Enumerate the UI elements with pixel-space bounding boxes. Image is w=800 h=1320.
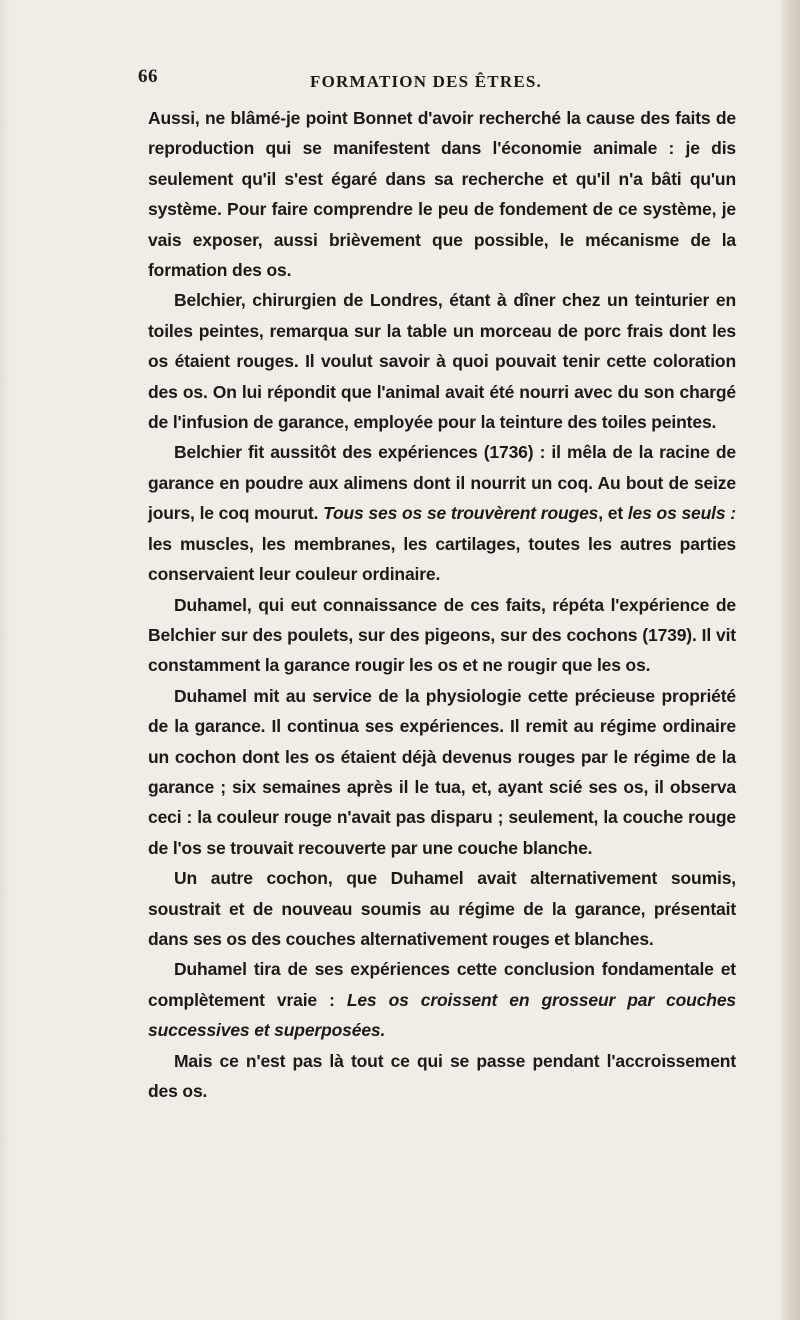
paragraph-3-text-a: Belchier fit aussitôt des expériences (1736) : il mêla de la racine de garance en poudre aux alimens dont il nourrit un coq. Au bout de seize jours, le coq mourut. — [148, 442, 736, 524]
page-edge-left-shadow — [0, 0, 10, 1320]
running-head: FORMATION DES ÊTRES. — [310, 72, 542, 91]
page-body — [148, 103, 736, 1106]
page-number: 66 — [138, 66, 158, 87]
paragraph-3 — [148, 437, 736, 589]
paragraph-8: Mais ce n'est pas là tout ce qui se passe pendant l'accroissement des os. — [148, 1050, 736, 1101]
paragraph-2: Belchier, chirurgien de Londres, étant à dîner chez un teinturier en toiles peintes, remarqua sur la table un morceau de porc frais dont les os étaient rouges. Il voulut savoir à quoi pouvait tenir cette coloration des os. On lui répondit que l'animal avait été nourri avec du son chargé de l'infusion de garance, employée pour la teinture des toiles peintes. — [148, 290, 736, 433]
paragraph-3-text-b: , et — [598, 503, 628, 524]
paragraph-7-emphasis: Les os croissent en grosseur par couches successives et superposées. — [148, 989, 736, 1041]
paragraph-3-emphasis-2: les os seuls : — [627, 503, 736, 524]
paragraph-7 — [148, 954, 736, 1045]
paragraph-3-emphasis-1: Tous ses os se trouvèrent rouges — [323, 503, 599, 524]
paragraph-4: Duhamel, qui eut connaissance de ces faits, répéta l'expérience de Belchier sur des poulets, sur des pigeons, sur des cochons (1739). Il vit constamment la garance rougir les os et ne rougir que les os. — [148, 594, 736, 676]
paragraph-1: Aussi, ne blâmé-je point Bonnet d'avoir recherché la cause des faits de reproduction qui se manifestent dans l'économie animale : je dis seulement qu'il s'est égaré dans sa recherche et qu'il n'a bâti qu'un système. Pour faire comprendre le peu de fondement de ce système, je vais exposer, aussi brièvement que possible, le mécanisme de la formation des os. — [148, 108, 736, 281]
paragraph-3-text-c: les muscles, les membranes, les cartilages, toutes les autres parties conservaient leur couleur ordinaire. — [148, 533, 736, 585]
paragraph-7-text: Duhamel tira de ses expériences cette conclusion fondamentale et complètement vraie : — [148, 959, 736, 1010]
paragraph-6: Un autre cochon, que Duhamel avait alternativement soumis, soustrait et de nouveau soumis au régime de la garance, présentait dans ses os des couches alternativement rouges et blanches. — [148, 868, 736, 949]
paragraph-5: Duhamel mit au service de la physiologie cette précieuse propriété de la garance. Il continua ses expériences. Il remit au régime ordinaire un cochon dont les os étaient déjà devenus rouges par le régime de la garance ; six semaines après il le tua, et, ayant scié ses os, il observa ceci : la couleur rouge n'avait pas disparu ; seulement, la couche rouge de l'os se trouvait recouverte par une couche blanche. — [148, 685, 736, 858]
page-edge-right-shadow — [778, 0, 800, 1320]
